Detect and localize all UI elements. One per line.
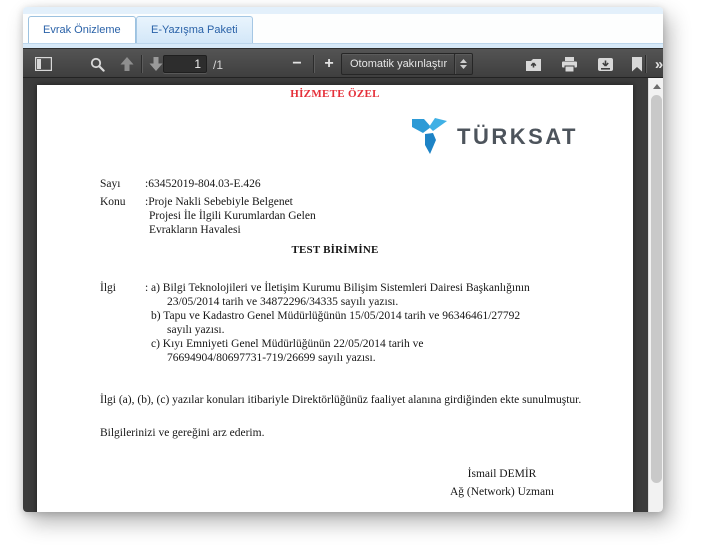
tab-label: Evrak Önizleme <box>43 24 121 36</box>
previous-page-button[interactable] <box>115 52 139 76</box>
search-button[interactable] <box>85 52 109 76</box>
minus-icon: − <box>292 55 302 72</box>
pdf-toolbar <box>23 48 663 78</box>
ilgi-line: sayılı yazısı. <box>167 324 225 336</box>
ilgi-colon: : <box>145 282 149 294</box>
arrow-up-icon <box>120 57 134 71</box>
zoom-in-button[interactable] <box>317 52 341 76</box>
scrollbar-thumb[interactable] <box>651 95 662 483</box>
zoom-select[interactable] <box>341 53 473 75</box>
konu-line: Projesi İle İlgili Kurumlardan Gelen <box>149 210 316 222</box>
sidebar-toggle-icon <box>35 57 52 71</box>
toolbar-divider <box>141 55 142 73</box>
double-chevron-right-icon: » <box>654 55 663 73</box>
signer-title: Ağ (Network) Uzmanı <box>449 486 555 498</box>
ilgi-line: a) Bilgi Teknolojileri ve İletişim Kurumu Bilişim Sistemleri Dairesi Başkanlığının <box>151 282 530 294</box>
turksat-logo <box>412 118 578 155</box>
vertical-scrollbar[interactable] <box>648 78 663 512</box>
signature-block <box>407 465 597 501</box>
scroll-up-button[interactable] <box>649 78 663 94</box>
page-count-label: /1 <box>213 58 224 72</box>
document-page <box>37 85 633 512</box>
toolbar-divider <box>313 55 314 73</box>
ilgi-line: b) Tapu ve Kadastro Genel Müdürlüğünün 15/05/2014 tarih ve 96346461/27792 <box>151 310 521 322</box>
arrow-down-icon <box>149 57 163 71</box>
sayi-value: :63452019-804.03-E.426 <box>145 178 261 190</box>
tabbar <box>23 14 663 43</box>
print-button[interactable] <box>557 52 581 76</box>
plus-icon: + <box>324 55 334 72</box>
open-file-icon <box>525 57 542 72</box>
tabbar-top-band <box>23 7 663 14</box>
ilgi-line: 23/05/2014 tarih ve 34872296/34335 sayılı yazısı. <box>167 296 399 308</box>
bookmark-icon <box>631 57 643 72</box>
toolbar-divider <box>645 55 646 73</box>
tab-evrak-onizleme[interactable] <box>28 16 136 43</box>
tab-label: E-Yazışma Paketi <box>151 24 238 36</box>
sidebar-toggle-button[interactable] <box>31 52 55 76</box>
evrak-onizleme-window <box>23 7 663 512</box>
zoom-select-value: Otomatik yakınlaştır <box>350 58 448 70</box>
scroll-up-arrow-icon <box>653 84 661 89</box>
sayi-label: Sayı <box>100 178 121 190</box>
classification-header: HİZMETE ÖZEL <box>290 88 380 100</box>
download-icon <box>597 57 614 72</box>
turksat-logo-text: TÜRKSAT <box>457 123 578 149</box>
ilgi-line: c) Kıyı Emniyeti Genel Müdürlüğünün 22/05/2014 tarih ve <box>151 338 424 350</box>
turksat-logo-icon <box>412 118 448 155</box>
closing-paragraph: Bilgilerinizi ve gereğini arz ederim. <box>100 427 265 439</box>
open-file-button[interactable] <box>521 52 545 76</box>
konu-line: :Proje Nakli Sebebiyle Belgenet <box>145 196 293 208</box>
search-icon <box>90 57 105 72</box>
konu-label: Konu <box>100 196 126 208</box>
print-icon <box>561 57 578 72</box>
tab-e-yazisma-paketi[interactable] <box>136 16 253 43</box>
konu-line: Evrakların Havalesi <box>149 224 241 236</box>
recipient-heading: TEST BİRİMİNE <box>291 244 379 256</box>
ilgi-label: İlgi <box>100 282 116 294</box>
body-paragraph: İlgi (a), (b), (c) yazılar konuları itibariyle Direktörlüğünüz faaliyet alanına girdiğinden ekte sunulmuştur. <box>100 394 582 406</box>
download-button[interactable] <box>593 52 617 76</box>
pdf-viewer-area <box>23 78 663 512</box>
ilgi-line: 76694904/80697731-719/26699 sayılı yazısı. <box>167 352 376 364</box>
more-tools-button[interactable] <box>647 52 663 76</box>
page-number-input[interactable] <box>163 55 207 73</box>
zoom-out-button[interactable] <box>285 52 309 76</box>
chevron-up-down-icon <box>454 54 472 74</box>
signer-name: İsmail DEMİR <box>467 468 537 480</box>
